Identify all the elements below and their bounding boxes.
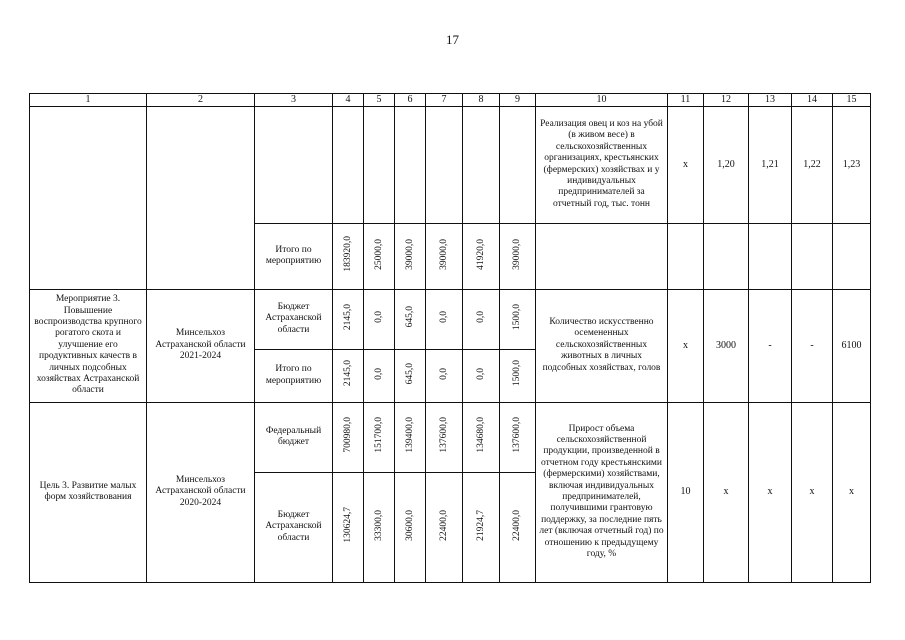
indicator-text: Количество искусственно осемененных сельскохозяйственных животных в личных подсобных хозяйствах, голов [536,289,668,402]
header-cell: 3 [255,94,333,107]
amount-value: 39000,0 [512,238,523,270]
amount-cell [426,402,463,472]
value-cell: 1,21 [749,106,792,223]
empty-cell [364,106,395,223]
goal-name: Цель 3. Развитие малых форм хозяйствования [30,402,147,582]
funding-source-label: Бюджет Астраханской области [255,289,333,349]
amount-cell [426,349,463,402]
amount-value: 0,0 [438,367,449,380]
value-cell: x [668,106,704,223]
header-cell: 10 [536,94,668,107]
funding-source-label: Федеральный бюджет [255,402,333,472]
amount-value: 0,0 [475,367,486,380]
page-number: 17 [446,32,459,47]
empty-cell [704,223,749,289]
amount-value: 0,0 [475,311,486,323]
amount-value: 2145,0 [342,360,353,387]
empty-cell [333,106,364,223]
value-cell: 1,20 [704,106,749,223]
empty-cell [792,223,833,289]
header-cell: 9 [500,94,536,107]
amount-value: 0,0 [373,311,384,323]
amount-value: 25000,0 [373,238,384,270]
header-cell: 11 [668,94,704,107]
amount-cell [395,223,426,289]
amount-value: 130624,7 [342,507,353,543]
empty-cell [749,223,792,289]
amount-value: 0,0 [438,311,449,323]
funding-source-label: Итого по мероприятию [255,223,333,289]
amount-cell [500,472,536,582]
amount-value: 39000,0 [438,238,449,270]
empty-cell [536,223,668,289]
header-cell: 5 [364,94,395,107]
amount-cell [333,289,364,349]
empty-cell [30,106,147,289]
table-row [30,289,871,349]
amount-cell [500,223,536,289]
amount-cell [500,402,536,472]
value-cell: x [704,402,749,582]
value-cell: 1,22 [792,106,833,223]
header-cell: 14 [792,94,833,107]
amount-value: 2145,0 [342,303,353,331]
empty-cell [395,106,426,223]
funding-source-label: Бюджет Астраханской области [255,472,333,582]
header-cell: 6 [395,94,426,107]
amount-cell [333,349,364,402]
header-cell: 8 [463,94,500,107]
amount-value: 30600,0 [404,509,415,541]
value-cell: 3000 [704,289,749,402]
header-cell: 13 [749,94,792,107]
amount-value: 137600,0 [512,417,523,453]
executor-cell: Минсельхоз Астраханской области 2020-2024 [147,402,255,582]
value-cell: - [792,289,833,402]
table-row [30,402,871,472]
amount-cell [463,402,500,472]
amount-cell [426,472,463,582]
amount-value: 33300,0 [373,509,384,541]
header-cell: 12 [704,94,749,107]
amount-cell [463,349,500,402]
empty-cell [147,106,255,289]
header-cell: 1 [30,94,147,107]
amount-value: 137600,0 [438,417,449,453]
amount-value: 645,0 [404,362,415,385]
value-cell: 1,23 [833,106,871,223]
amount-cell [395,289,426,349]
amount-cell [500,349,536,402]
value-cell: x [833,402,871,582]
value-cell: x [792,402,833,582]
amount-cell [463,289,500,349]
amount-value: 22400,0 [512,509,523,541]
amount-value: 139400,0 [404,417,415,453]
indicator-text: Прирост объема сельскохозяйственной продукции, произведенной в отчетном году крестьянскими (фермерскими) хозяйствами, включая индивидуальных предпринимателей, получившими грантовую поддержку, за последние пять лет (включая отчетный год) по отношению к предыдущему году, % [536,402,668,582]
empty-cell [833,223,871,289]
empty-cell [255,106,333,223]
amount-value: 700980,0 [342,417,353,453]
amount-value: 41920,0 [475,238,486,270]
event-name: Мероприятие 3. Повышение воспроизводства крупного рогатого скота и улучшение его продуктивных качеств в личных подсобных хозяйствах Астраханской области [30,289,147,402]
header-cell: 4 [333,94,364,107]
amount-value: 183920,0 [342,236,353,272]
program-table [29,93,871,583]
amount-cell [426,223,463,289]
amount-value: 22400,0 [438,509,449,541]
amount-value: 134680,0 [475,417,486,453]
amount-cell [364,349,395,402]
header-cell: 7 [426,94,463,107]
header-row [30,94,871,107]
amount-value: 21924,7 [475,509,486,541]
amount-cell [395,402,426,472]
amount-cell [395,472,426,582]
amount-value: 1500,0 [512,303,523,331]
value-cell: x [749,402,792,582]
amount-cell [463,223,500,289]
amount-value: 1500,0 [512,360,523,387]
amount-cell [364,472,395,582]
executor-cell: Минсельхоз Астраханской области 2021-2024 [147,289,255,402]
header-cell: 15 [833,94,871,107]
amount-cell [364,223,395,289]
amount-cell [333,472,364,582]
amount-cell [364,289,395,349]
amount-cell [364,402,395,472]
amount-cell [426,289,463,349]
value-cell: - [749,289,792,402]
value-cell: 10 [668,402,704,582]
amount-cell [333,402,364,472]
amount-cell [500,289,536,349]
empty-cell [668,223,704,289]
indicator-text: Реализация овец и коз на убой (в живом весе) в сельскохозяйственных организациях, крестьянских (фермерских) хозяйствах и у индивидуальных предпринимателей за отчетный год, тыс. тонн [536,106,668,223]
amount-value: 151700,0 [373,417,384,453]
value-cell: 6100 [833,289,871,402]
amount-cell [395,349,426,402]
funding-source-label: Итого по мероприятию [255,349,333,402]
amount-cell [333,223,364,289]
empty-cell [463,106,500,223]
header-cell: 2 [147,94,255,107]
empty-cell [500,106,536,223]
amount-value: 645,0 [404,306,415,328]
table-row [30,106,871,223]
amount-value: 0,0 [373,367,384,380]
value-cell: x [668,289,704,402]
amount-value: 39000,0 [404,238,415,270]
empty-cell [426,106,463,223]
amount-cell [463,472,500,582]
